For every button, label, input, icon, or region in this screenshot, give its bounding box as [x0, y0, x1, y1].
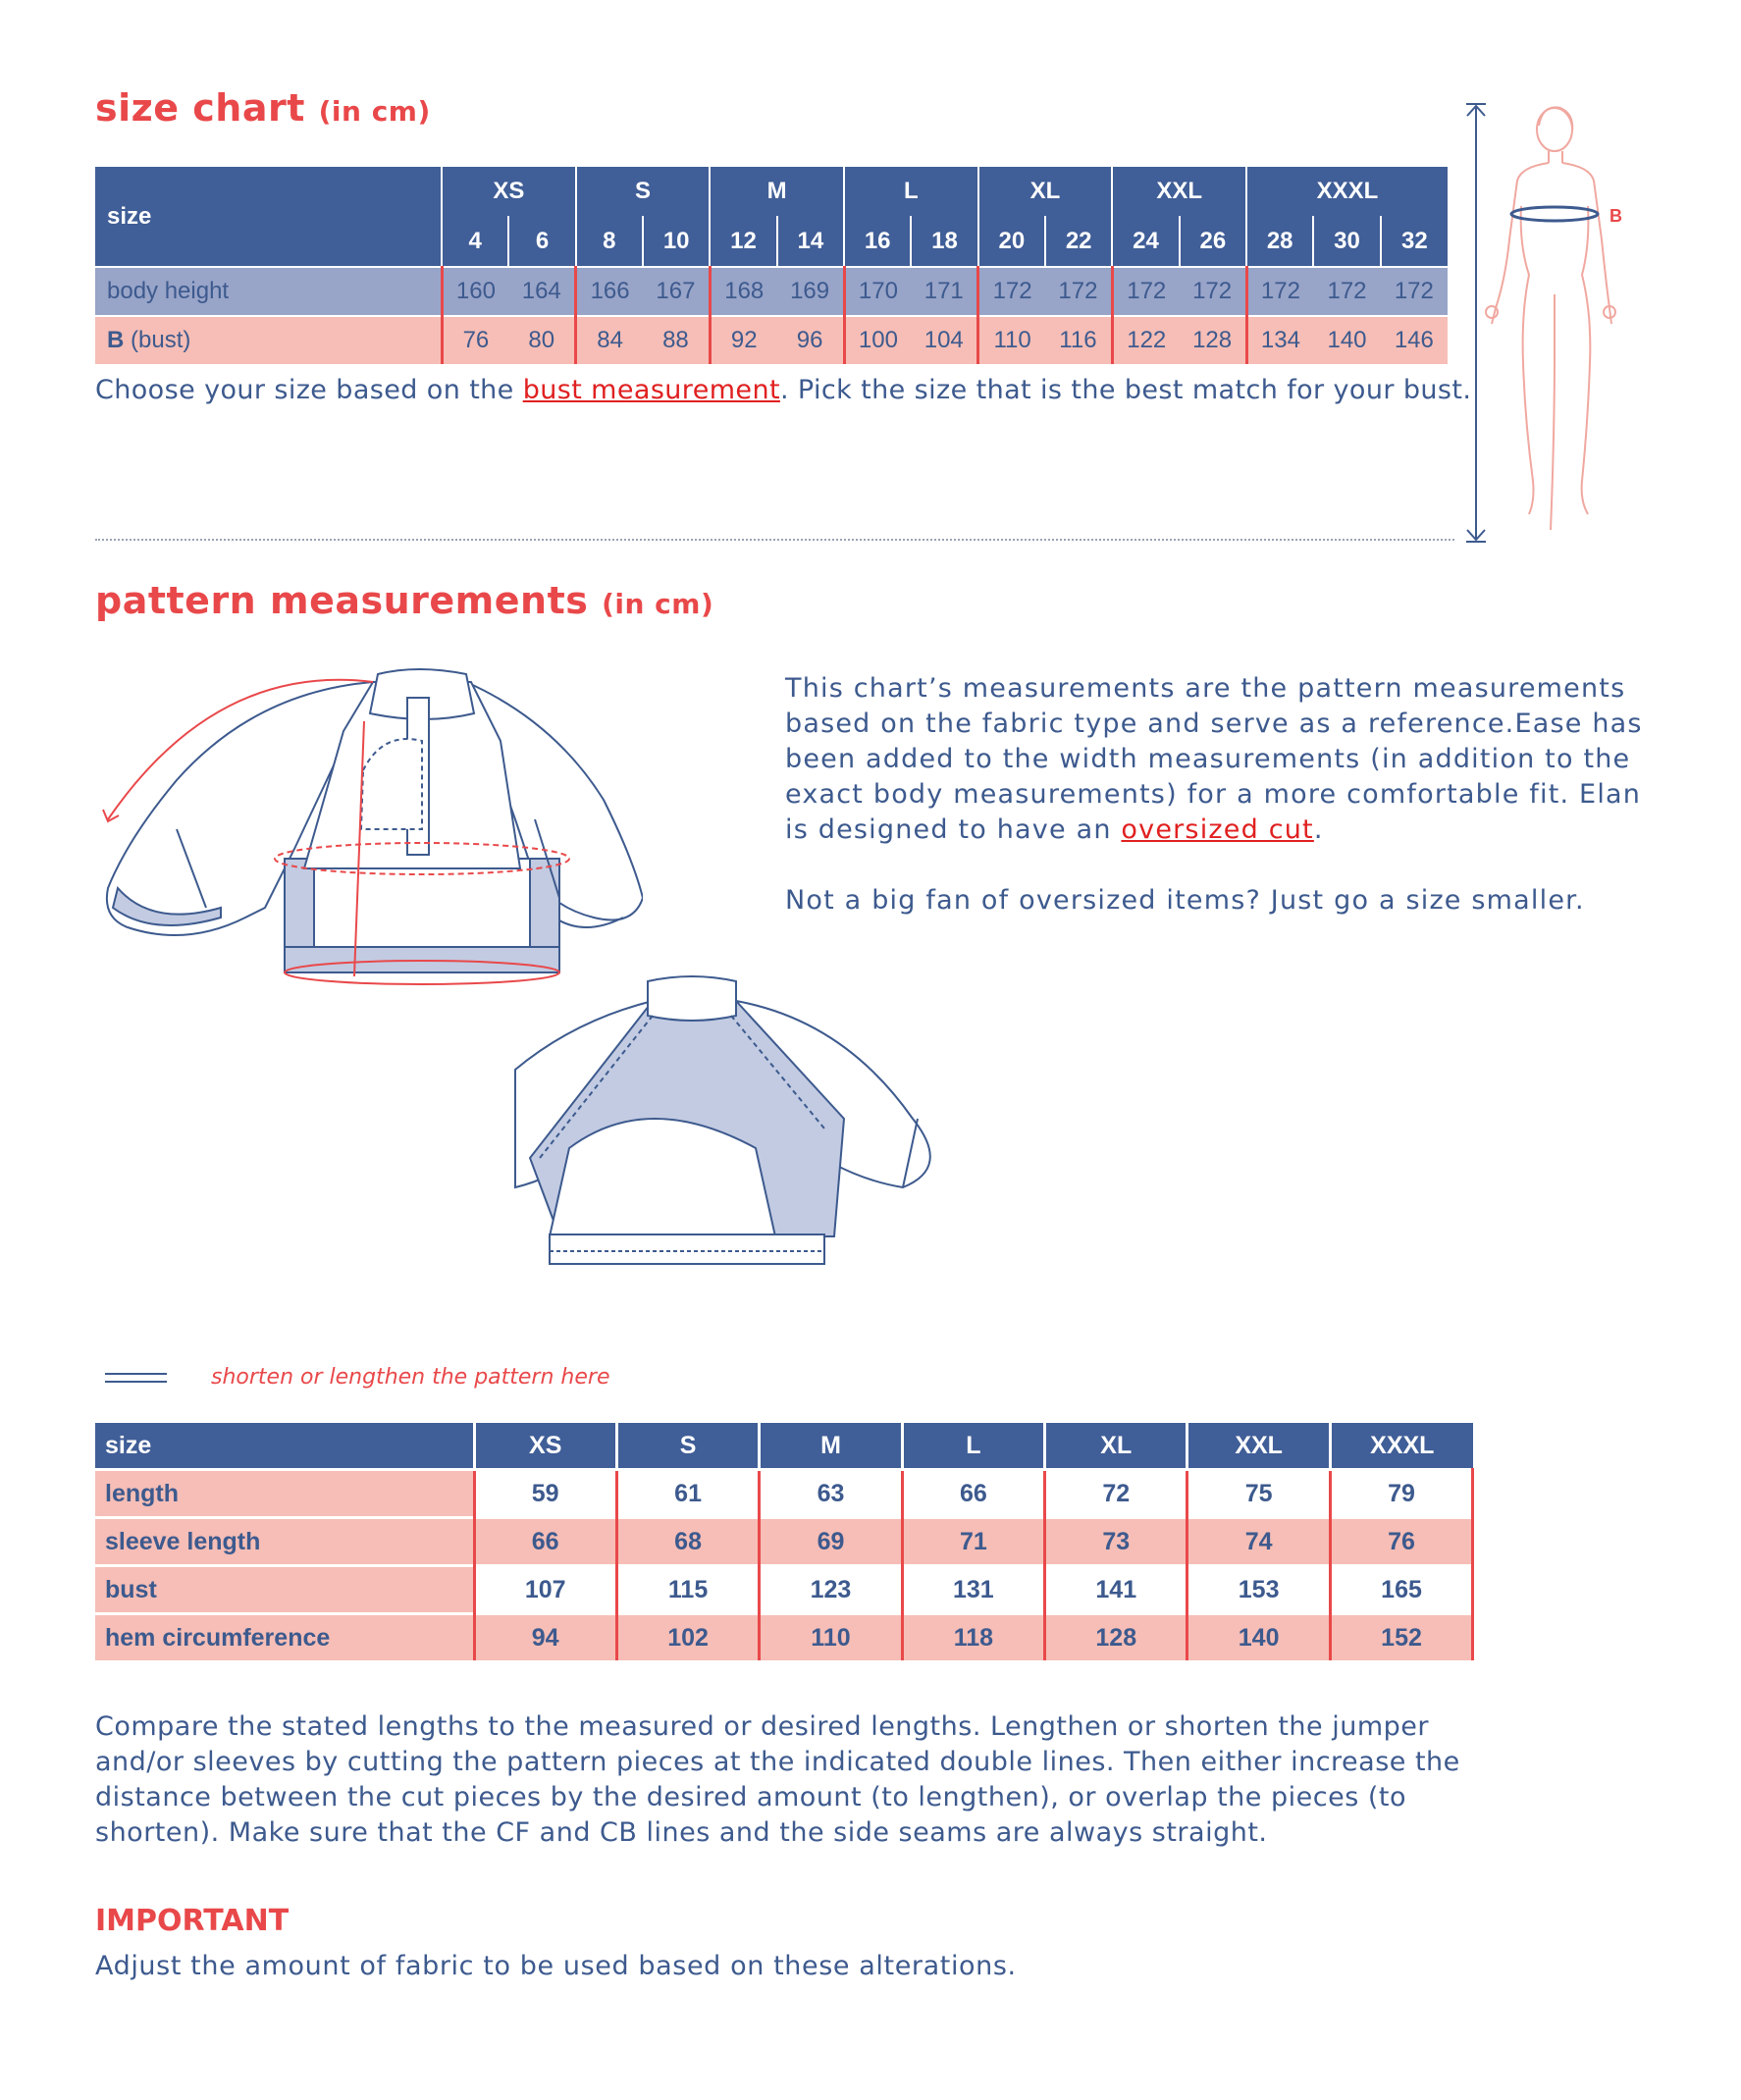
body-height-value: 170 [844, 267, 911, 316]
size-note-after: . Pick the size that is the best match for your bust. [779, 375, 1472, 405]
cell-value: 115 [616, 1566, 759, 1614]
section-divider [95, 539, 1454, 541]
size-number: 4 [442, 216, 508, 267]
jumper-front-icon [107, 669, 643, 972]
body-height-label: body height [95, 267, 442, 316]
bust-value: 134 [1246, 316, 1313, 364]
bust-value: 146 [1381, 316, 1448, 364]
size-group-xl: XL [978, 167, 1113, 216]
bust-value: 96 [777, 316, 844, 364]
pattern-size-header: XS [474, 1423, 616, 1470]
pattern-size-header: S [616, 1423, 759, 1470]
cell-value: 123 [760, 1566, 902, 1614]
bust-row [95, 316, 1448, 364]
size-number: 26 [1180, 216, 1246, 267]
body-height-value: 166 [576, 267, 643, 316]
cell-value: 152 [1330, 1614, 1472, 1661]
pattern-header-row [95, 1423, 1473, 1470]
bust-line-icon [1511, 207, 1598, 221]
table-row [95, 1566, 1473, 1614]
size-number: 28 [1246, 216, 1313, 267]
cell-value: 63 [760, 1470, 902, 1518]
cell-value: 69 [760, 1518, 902, 1566]
size-number: 24 [1112, 216, 1179, 267]
size-note-before: Choose your size based on the [95, 375, 523, 405]
body-height-value: 172 [978, 267, 1045, 316]
jumper-back-icon [515, 976, 930, 1264]
body-height-value: 172 [1045, 267, 1112, 316]
pattern-size-label: size [95, 1423, 474, 1470]
pattern-desc-before: This chart’s measurements are the pattern measurements based on the fabric type and serve as a reference.Ease has been added to the width measurements (in addition to the exact body measurements) for a more comfortable fit. Elan is designed to have an [785, 673, 1643, 845]
size-number: 30 [1313, 216, 1380, 267]
body-height-value: 167 [643, 267, 710, 316]
cell-value: 61 [616, 1470, 759, 1518]
size-group-m: M [710, 167, 844, 216]
alteration-instructions: Compare the stated lengths to the measured or desired lengths. Lengthen or shorten the jumper and/or sleeves by cutting the pattern pieces at the indicated double lines. Then either increase the distance between the cut pieces by the desired amount (to lengthen), or overlap the pieces (to shorten). Make sure that the CF and CB lines and the side seams are always straight. [95, 1711, 1460, 1848]
bust-value: 104 [911, 316, 977, 364]
body-height-value: 169 [777, 267, 844, 316]
size-number: 14 [777, 216, 844, 267]
pattern-table [95, 1423, 1474, 1660]
cell-value: 94 [474, 1614, 616, 1661]
bust-value: 88 [643, 316, 710, 364]
size-chart-title [95, 86, 431, 130]
cell-value: 107 [474, 1566, 616, 1614]
cell-value: 72 [1045, 1470, 1187, 1518]
body-height-row [95, 267, 1448, 316]
bust-value: 100 [844, 316, 911, 364]
cell-value: 153 [1187, 1566, 1330, 1614]
body-height-value: 172 [1313, 267, 1380, 316]
cell-value: 66 [474, 1518, 616, 1566]
woman-figure-icon [1486, 107, 1615, 530]
important-text: Adjust the amount of fabric to be used based on these alterations. [95, 1951, 1017, 1981]
bust-label-rest: (bust) [131, 327, 191, 353]
bust-value: 92 [710, 316, 776, 364]
pattern-desc-after: . [1313, 814, 1324, 845]
cell-value: 79 [1330, 1470, 1472, 1518]
double-line-icon [103, 1369, 172, 1389]
row-label: length [95, 1470, 474, 1518]
pattern-size-header: XXL [1187, 1423, 1330, 1470]
cell-value: 118 [902, 1614, 1044, 1661]
pattern-tip: Not a big fan of oversized items? Just go a size smaller. [785, 885, 1585, 916]
size-chart-note [95, 373, 1472, 408]
figure-bust-marker: B [1609, 206, 1622, 226]
table-row [95, 1518, 1473, 1566]
size-number: 32 [1381, 216, 1448, 267]
row-label: hem circumference [95, 1614, 474, 1661]
size-number: 20 [978, 216, 1045, 267]
bust-value: 80 [508, 316, 575, 364]
size-number: 16 [844, 216, 911, 267]
size-group-s: S [576, 167, 711, 216]
size-number: 6 [508, 216, 575, 267]
cell-value: 68 [616, 1518, 759, 1566]
size-group-row [95, 167, 1448, 216]
size-group-xs: XS [442, 167, 576, 216]
cell-value: 71 [902, 1518, 1044, 1566]
bust-value: 116 [1045, 316, 1112, 364]
size-number: 10 [643, 216, 710, 267]
bust-label-b: B [107, 327, 125, 353]
size-chart-table [95, 167, 1448, 364]
bust-value: 128 [1180, 316, 1246, 364]
body-height-value: 164 [508, 267, 575, 316]
cell-value: 141 [1045, 1566, 1187, 1614]
body-height-value: 172 [1180, 267, 1246, 316]
cell-value: 131 [902, 1566, 1044, 1614]
size-header-label: size [107, 202, 152, 230]
body-height-value: 160 [442, 267, 508, 316]
cell-value: 59 [474, 1470, 616, 1518]
cell-value: 102 [616, 1614, 759, 1661]
bust-label [95, 316, 442, 364]
body-height-value: 172 [1381, 267, 1448, 316]
size-chart-title-text: size chart [95, 86, 305, 130]
table-row [95, 1470, 1473, 1518]
cell-value: 75 [1187, 1470, 1330, 1518]
cell-value: 140 [1187, 1614, 1330, 1661]
cell-value: 73 [1045, 1518, 1187, 1566]
cell-value: 66 [902, 1470, 1044, 1518]
bust-value: 76 [442, 316, 508, 364]
body-height-value: 172 [1112, 267, 1179, 316]
cell-value: 110 [760, 1614, 902, 1661]
pattern-size-header: L [902, 1423, 1044, 1470]
row-label: bust [95, 1566, 474, 1614]
row-label: sleeve length [95, 1518, 474, 1566]
size-number: 22 [1045, 216, 1112, 267]
jumper-front-illustration [93, 662, 643, 996]
pattern-unit: (in cm) [602, 588, 714, 620]
size-number: 8 [576, 216, 643, 267]
important-heading: IMPORTANT [95, 1904, 290, 1938]
bust-value: 122 [1112, 316, 1179, 364]
oversized-cut-link[interactable]: oversized cut [1121, 814, 1314, 845]
size-chart-unit: (in cm) [318, 95, 431, 128]
size-number: 12 [710, 216, 776, 267]
legend-text: shorten or lengthen the pattern here [211, 1365, 610, 1390]
body-height-value: 168 [710, 267, 776, 316]
bust-value: 140 [1313, 316, 1380, 364]
bust-value: 84 [576, 316, 643, 364]
pattern-size-header: XL [1045, 1423, 1187, 1470]
pattern-description [785, 671, 1649, 848]
cell-value: 165 [1330, 1566, 1472, 1614]
size-number: 18 [911, 216, 977, 267]
pattern-title [95, 579, 713, 622]
body-height-value: 172 [1246, 267, 1313, 316]
body-height-value: 171 [911, 267, 977, 316]
body-figure-illustration [1462, 98, 1639, 550]
jumper-back-illustration [510, 971, 1040, 1286]
bust-measurement-link[interactable]: bust measurement [522, 375, 780, 405]
pattern-size-header: M [760, 1423, 902, 1470]
pattern-size-header: XXXL [1330, 1423, 1472, 1470]
cell-value: 74 [1187, 1518, 1330, 1566]
cell-value: 76 [1330, 1518, 1472, 1566]
size-group-xxxl: XXXL [1246, 167, 1448, 216]
cell-value: 128 [1045, 1614, 1187, 1661]
pattern-title-text: pattern measurements [95, 579, 589, 622]
bust-value: 110 [978, 316, 1045, 364]
size-group-xxl: XXL [1112, 167, 1246, 216]
height-arrow-icon [1466, 104, 1486, 542]
table-row [95, 1614, 1473, 1661]
size-group-l: L [844, 167, 978, 216]
